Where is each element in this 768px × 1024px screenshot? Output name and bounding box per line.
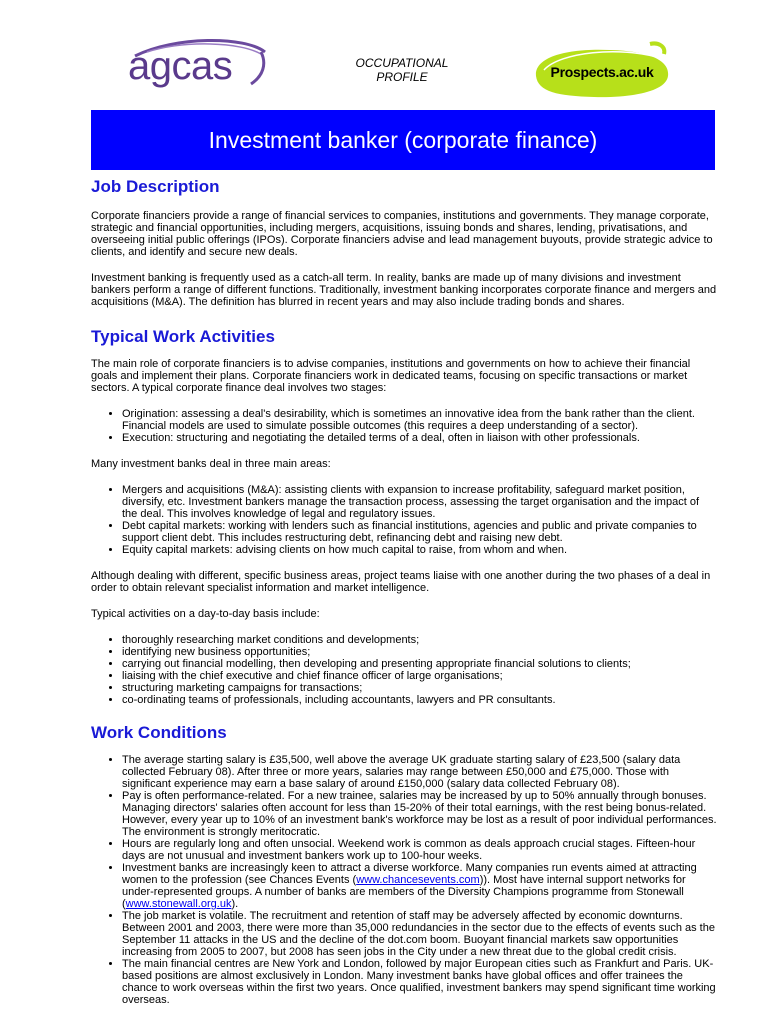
list-item: • Execution: structuring and negotiating the detailed terms of a deal, often in liaison with other professionals. xyxy=(122,432,717,444)
list-item: • Origination: assessing a deal's desirability, which is sometimes an innovative idea from the bank rather than the client. Financial models are used to simulate possible outcomes (this requires a deep understanding of a sector). xyxy=(122,408,717,432)
list-item: • Pay is often performance-related. For a new trainee, salaries may be increased by up to 50% annually through bonuses. Managing directors' salaries often account for less than 15-20% of their total earnings, with the rest being bonus-related. However, every year up to 10% of an investment bank's workforce may be lost as a result of poor individual performances. The environment is strongly meritocratic. xyxy=(122,790,717,838)
list-item: • structuring marketing campaigns for transactions; xyxy=(122,682,717,694)
work-conditions-heading: Work Conditions xyxy=(91,723,227,742)
job-description-heading: Job Description xyxy=(91,177,220,196)
liaise-paragraph: Although dealing with different, specific business areas, project teams liaise with one another during the two phases of a deal in order to obtain relevant specialist information and market intelligence. xyxy=(91,570,711,594)
list-item: • identifying new business opportunities; xyxy=(122,646,717,658)
agcas-logo xyxy=(125,38,270,100)
chancesevents-link[interactable]: www.chancesevents.com xyxy=(356,874,480,886)
areas-list xyxy=(91,484,717,556)
list-item: • co-ordinating teams of professionals, including accountants, lawyers and PR consultants. xyxy=(122,694,717,706)
diversity-text-b: )). Most have internal support networks for under-represented groups. A number of banks are members of the Diversity Champions programme from Stonewall ( xyxy=(122,874,686,910)
list-item: • The average starting salary is £35,500, well above the average UK graduate starting salary of £23,500 (salary data collected February 08). After three or more years, salaries may range between £50,000 and £75,000. Those with significant experience may earn a base salary of around £150,000 (salary data collected February 08). xyxy=(122,754,717,790)
page-header xyxy=(0,0,768,108)
list-item: • carrying out financial modelling, then developing and presenting appropriate financial solutions to clients; xyxy=(122,658,717,670)
list-item: • Debt capital markets: working with lenders such as financial institutions, agencies and public and private companies to support client debt. This includes restructuring debt, refinancing debt and raising new debt. xyxy=(122,520,717,544)
daily-intro: Typical activities on a day-to-day basis include: xyxy=(91,608,320,620)
conditions-list xyxy=(91,754,717,1006)
list-item: • The main financial centres are New York and London, followed by major European cities such as Frankfurt and Paris. UK-based positions are almost exclusively in London. Many investment banks have global offices and offer trainees the chance to work overseas within the first two years. Once qualified, investment bankers may spend significant time working overseas. xyxy=(122,958,717,1006)
typical-work-intro: The main role of corporate financiers is to advise companies, institutions and governments on how to achieve their financial goals and implement their plans. Corporate financiers work in dedicated teams, focusing on specific transactions or market sectors. A typical corporate finance deal involves two stages: xyxy=(91,358,691,394)
diversity-text-c: ). xyxy=(231,898,239,910)
list-item: • liaising with the chief executive and chief finance officer of large organisations; xyxy=(122,670,717,682)
prospects-logo xyxy=(530,40,672,100)
list-item: • Equity capital markets: advising clients on how much capital to raise, from whom and when. xyxy=(122,544,717,556)
typical-work-heading: Typical Work Activities xyxy=(91,327,275,346)
list-item: • Mergers and acquisitions (M&A): assisting clients with expansion to increase profitability, safeguard market position, diversify, etc. Investment bankers manage the transaction process, assessing the target organisation and the impact of the deal. This involves knowledge of legal and regulatory issues. xyxy=(122,484,717,520)
list-item: • Hours are regularly long and often unsocial. Weekend work is common as deals approach crucial stages. Fifteen-hour days are not unusual and investment bankers work up to 100-hour weeks. xyxy=(122,838,717,862)
document-type-line2: PROFILE xyxy=(376,70,428,84)
list-item: • The job market is volatile. The recruitment and retention of staff may be adversely affected by economic downturns. Between 2001 and 2003, there were more than 35,000 redundancies in the sector due to the effects of events such as the September 11 attacks in the US and the decline of the dot.com boom. Buoyant financial markets saw opportunities increasing from 2005 to 2007, but 2008 has seen jobs in the City under a new threat due to the global credit crisis. xyxy=(122,910,717,958)
list-item xyxy=(122,862,717,910)
daily-list xyxy=(91,634,717,706)
stonewall-link[interactable]: www.stonewall.org.uk xyxy=(125,898,232,910)
job-description-paragraph-1: Corporate financiers provide a range of financial services to companies, institutions and governments. They manage corporate, strategic and financial opportunities, including mergers, acquisitions, issuing bonds and shares, lending, privatisations, and overseeing initial public offerings (IPOs). Corporate financiers advise and lead management buyouts, provide strategic advice to clients, and identify and secure new deals. xyxy=(91,210,713,258)
document-body xyxy=(91,176,717,1006)
areas-intro: Many investment banks deal in three main areas: xyxy=(91,458,331,470)
diversity-text-a: Investment banks are increasingly keen to attract a diverse workforce. Many companies run events aimed at attracting women to the profession (see Chances Events ( xyxy=(122,862,697,886)
document-type xyxy=(334,56,470,84)
document-type-line1: OCCUPATIONAL xyxy=(355,56,449,70)
list-item: • thoroughly researching market conditions and developments; xyxy=(122,634,717,646)
page-title: Investment banker (corporate finance) xyxy=(91,110,715,170)
stages-list xyxy=(91,408,717,444)
job-description-paragraph-2: Investment banking is frequently used as a catch-all term. In reality, banks are made up of many divisions and investment bankers perform a range of different functions. Traditionally, investment banking incorporates corporate finance and mergers and acquisitions (M&A). The definition has blurred in recent years and may also include trading bonds and shares. xyxy=(91,272,717,308)
agcas-wordmark: agcas xyxy=(128,44,233,88)
prospects-wordmark: Prospects.ac.uk xyxy=(550,64,654,80)
